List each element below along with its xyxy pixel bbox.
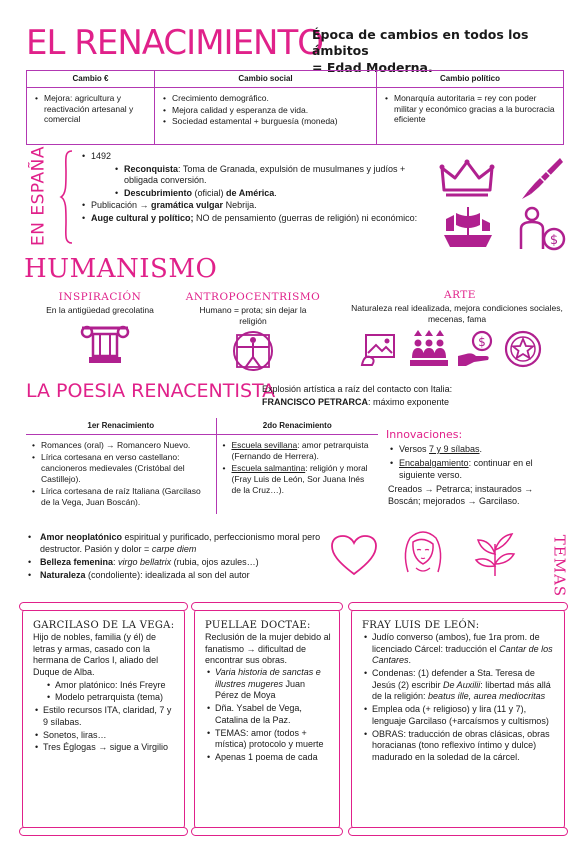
poesia-intro: Explosión artística a raíz del contacto con Italia: FRANCISCO PETRARCA: máximo exponente (262, 384, 453, 408)
list-item: • TEMAS: amor (todos + mística) protocolo y muerte (205, 728, 331, 751)
antropocentrismo-text: Humano = prota; sin dejar la religión (199, 305, 307, 327)
list-item: • Apenas 1 poema de cada (205, 752, 331, 764)
political-cell (377, 88, 564, 145)
page-title: EL RENACIMIENTO (26, 23, 324, 63)
list-item: • Naturaleza (condoliente): idealizada al son del autor (26, 569, 326, 581)
second-renaissance-cell (216, 435, 378, 515)
list-item: • 1492 • Reconquista: Toma de Granada, expulsión de musulmanes y judíos + obligada conversión. • Descubrimiento (oficial) de América. (80, 151, 440, 199)
puellae-title: PUELLAE DOCTAE: (205, 620, 311, 631)
innovaciones-list (388, 443, 558, 508)
list-item: • Mejora: agricultura y reactivación artesanal y comercial (33, 93, 148, 125)
fray-luis-card (351, 608, 565, 830)
list-item: • Auge cultural y político; NO de pensamiento (guerras de religión) ni económico: (80, 213, 440, 225)
antropocentrismo-heading: ANTROPOCENTRISMO (185, 291, 321, 303)
arte-text: Naturaleza real idealizada, mejora condiciones sociales, mecenas, fama (351, 303, 563, 325)
fray-luis-title: FRAY LUIS DE LEÓN: (362, 620, 480, 631)
list-item: • Reconquista: Toma de Granada, expulsión de musulmanes y judíos + obligada conversión. (113, 164, 440, 187)
list-item: • Emplea oda (+ religioso) y lira (11 y 7), lenguaje Garcilaso (+arcaísmos y cultismos) (362, 704, 556, 727)
column-header-social: Cambio social (155, 71, 377, 88)
brace-icon (60, 150, 74, 244)
temas-list (26, 531, 326, 583)
list-item: • Sociedad estamental + burguesía (moneda) (161, 116, 370, 127)
humanismo-title: HUMANISMO (24, 254, 218, 284)
list-item: • Varia historia de sanctas e illustres mugeres Juan Pérez de Moya (205, 667, 331, 702)
quill-pen-icon (520, 155, 564, 201)
changes-table (26, 70, 564, 145)
list-item: • Mejora calidad y esperanza de vida. (161, 105, 370, 116)
list-item: • Amor neoplatónico espiritual y purificado, perfeccionismo moral pero destructor. Pasión y dolor = carpe diem (26, 531, 326, 555)
column-header-second: 2do Renacimiento (216, 418, 378, 435)
garcilaso-card: GARCILASO DE LA VEGA: Hijo de nobles, familia (y él) de letras y armas, casado con la hermana de Carlos I, aliado del Duque de Alba. • Amor platónico: Inés Freyre • Modelo petrarquista (tema) • Estilo recursos ITA, claridad, 7 y 9 sílabas. • Sonetos, liras… • Tres Églogas → sigue a Virgilio (22, 608, 185, 830)
heart-icon (330, 534, 378, 578)
list-item: • Amor platónico: Inés Freyre (45, 680, 176, 692)
inspiracion-heading: INSPIRACIÓN (58, 291, 142, 303)
star-badge-icon (504, 330, 542, 368)
list-item: • Monarquía autoritaria = rey con poder militar y económico gracias a la burocracia eficiente (383, 93, 557, 125)
list-item: • Estilo recursos ITA, claridad, 7 y 9 sílabas. (33, 705, 176, 728)
list-item: • Publicación → gramática vulgar Nebrija. (80, 200, 440, 212)
woman-face-icon (398, 528, 448, 578)
hand-coin-icon (456, 330, 496, 368)
list-item: • Judío converso (ambos), fue 1ra prom. de licenciado Cárcel: traducción el Cantar de los Cantares. (362, 632, 556, 667)
list-item: • Sonetos, liras… (33, 730, 176, 742)
column-header-first: 1er Renacimiento (26, 418, 216, 435)
svg-text:$: $ (478, 335, 486, 349)
list-item: • Condenas: (1) defender a Sta. Teresa de Jesús (2) escribir De Auxilii: libertad más allá de la religión: beatus ille, aurea mediocritas (362, 668, 556, 703)
list-item: • Encabalgamiento: continuar en el siguiente verso. (388, 457, 558, 482)
economic-cell (27, 88, 155, 145)
column-header-political: Cambio político (377, 71, 564, 88)
list-item: • Escuela sevillana: amor petrarquista (Fernando de Herrera). (221, 440, 375, 462)
column-header-economic: Cambio € (27, 71, 155, 88)
garcilaso-title: GARCILASO DE LA VEGA: (33, 620, 175, 631)
ionic-column-icon (80, 320, 130, 366)
renaissance-table (26, 418, 378, 514)
innovaciones-note: Creados → Petrarca; instaurados → Boscán; mejorados → Garcilaso. (388, 483, 534, 507)
crown-icon (440, 158, 494, 198)
svg-text:$: $ (549, 233, 559, 248)
spain-section-label: EN ESPAÑA (28, 145, 49, 246)
list-item: • Dña. Ysabel de Vega, Catalina de la Paz. (205, 703, 331, 726)
list-item: • Belleza femenina: virgo bellatrix (rubia, ojos azules…) (26, 556, 326, 568)
list-item: • OBRAS: traducción de obras clásicas, obras horacianas (tono reflexivo íntimo y dulce) madurado en la soledad de la cárcel. (362, 729, 556, 764)
list-item: • Versos 7 y 9 sílabas. (388, 443, 558, 456)
person-money-icon (518, 205, 566, 253)
vitruvian-man-icon (232, 330, 274, 372)
list-item: • Modelo petrarquista (tema) (45, 692, 176, 704)
poesia-title: LA POESIA RENACENTISTA (26, 380, 276, 402)
list-item: • Escuela salmantina: religión y moral (Fray Luis de León, Sor Juana Inés de la Cruz…). (221, 463, 375, 496)
patrons-icon (408, 328, 450, 368)
first-renaissance-cell (26, 435, 216, 515)
inspiracion-text: En la antigüedad grecolatina (46, 305, 154, 315)
list-item: • Lírica cortesana en verso castellano: cancioneros medievales (Cristóbal del Castillejo). (30, 452, 212, 485)
list-item: • Lírica cortesana de raíz Italiana (Garcilaso de la Vega, Juan Boscán). (30, 486, 212, 508)
spain-list (80, 151, 440, 225)
list-item: • Romances (oral) → Romancero Nuevo. (30, 440, 212, 451)
landscape-painting-icon (360, 333, 398, 367)
caravel-ship-icon (442, 205, 494, 250)
page-subtitle: Época de cambios en todos los ámbitos = Edad Moderna. (312, 27, 529, 75)
social-cell (155, 88, 377, 145)
list-item: • Crecimiento demográfico. (161, 93, 370, 104)
arte-heading: ARTE (444, 289, 476, 301)
nature-leaves-icon (470, 530, 520, 578)
puellae-doctae-card: PUELLAE DOCTAE: Reclusión de la mujer debido al fanatismo → dificultad de encontrar sus obras. • Varia historia de sanctas e illustres mugeres Juan Pérez de Moya • Dña. Ysabel de Vega, Catalina de la Paz. • TEMAS: amor (todos + mística) protocolo y muerte • Apenas 1 poema de cada (194, 608, 340, 830)
temas-label: TEMAS (550, 534, 569, 598)
innovaciones-title: Innovaciones: (386, 428, 463, 441)
list-item: • Descubrimiento (oficial) de América. (113, 188, 440, 200)
list-item: • Tres Églogas → sigue a Virgilio (33, 742, 176, 754)
